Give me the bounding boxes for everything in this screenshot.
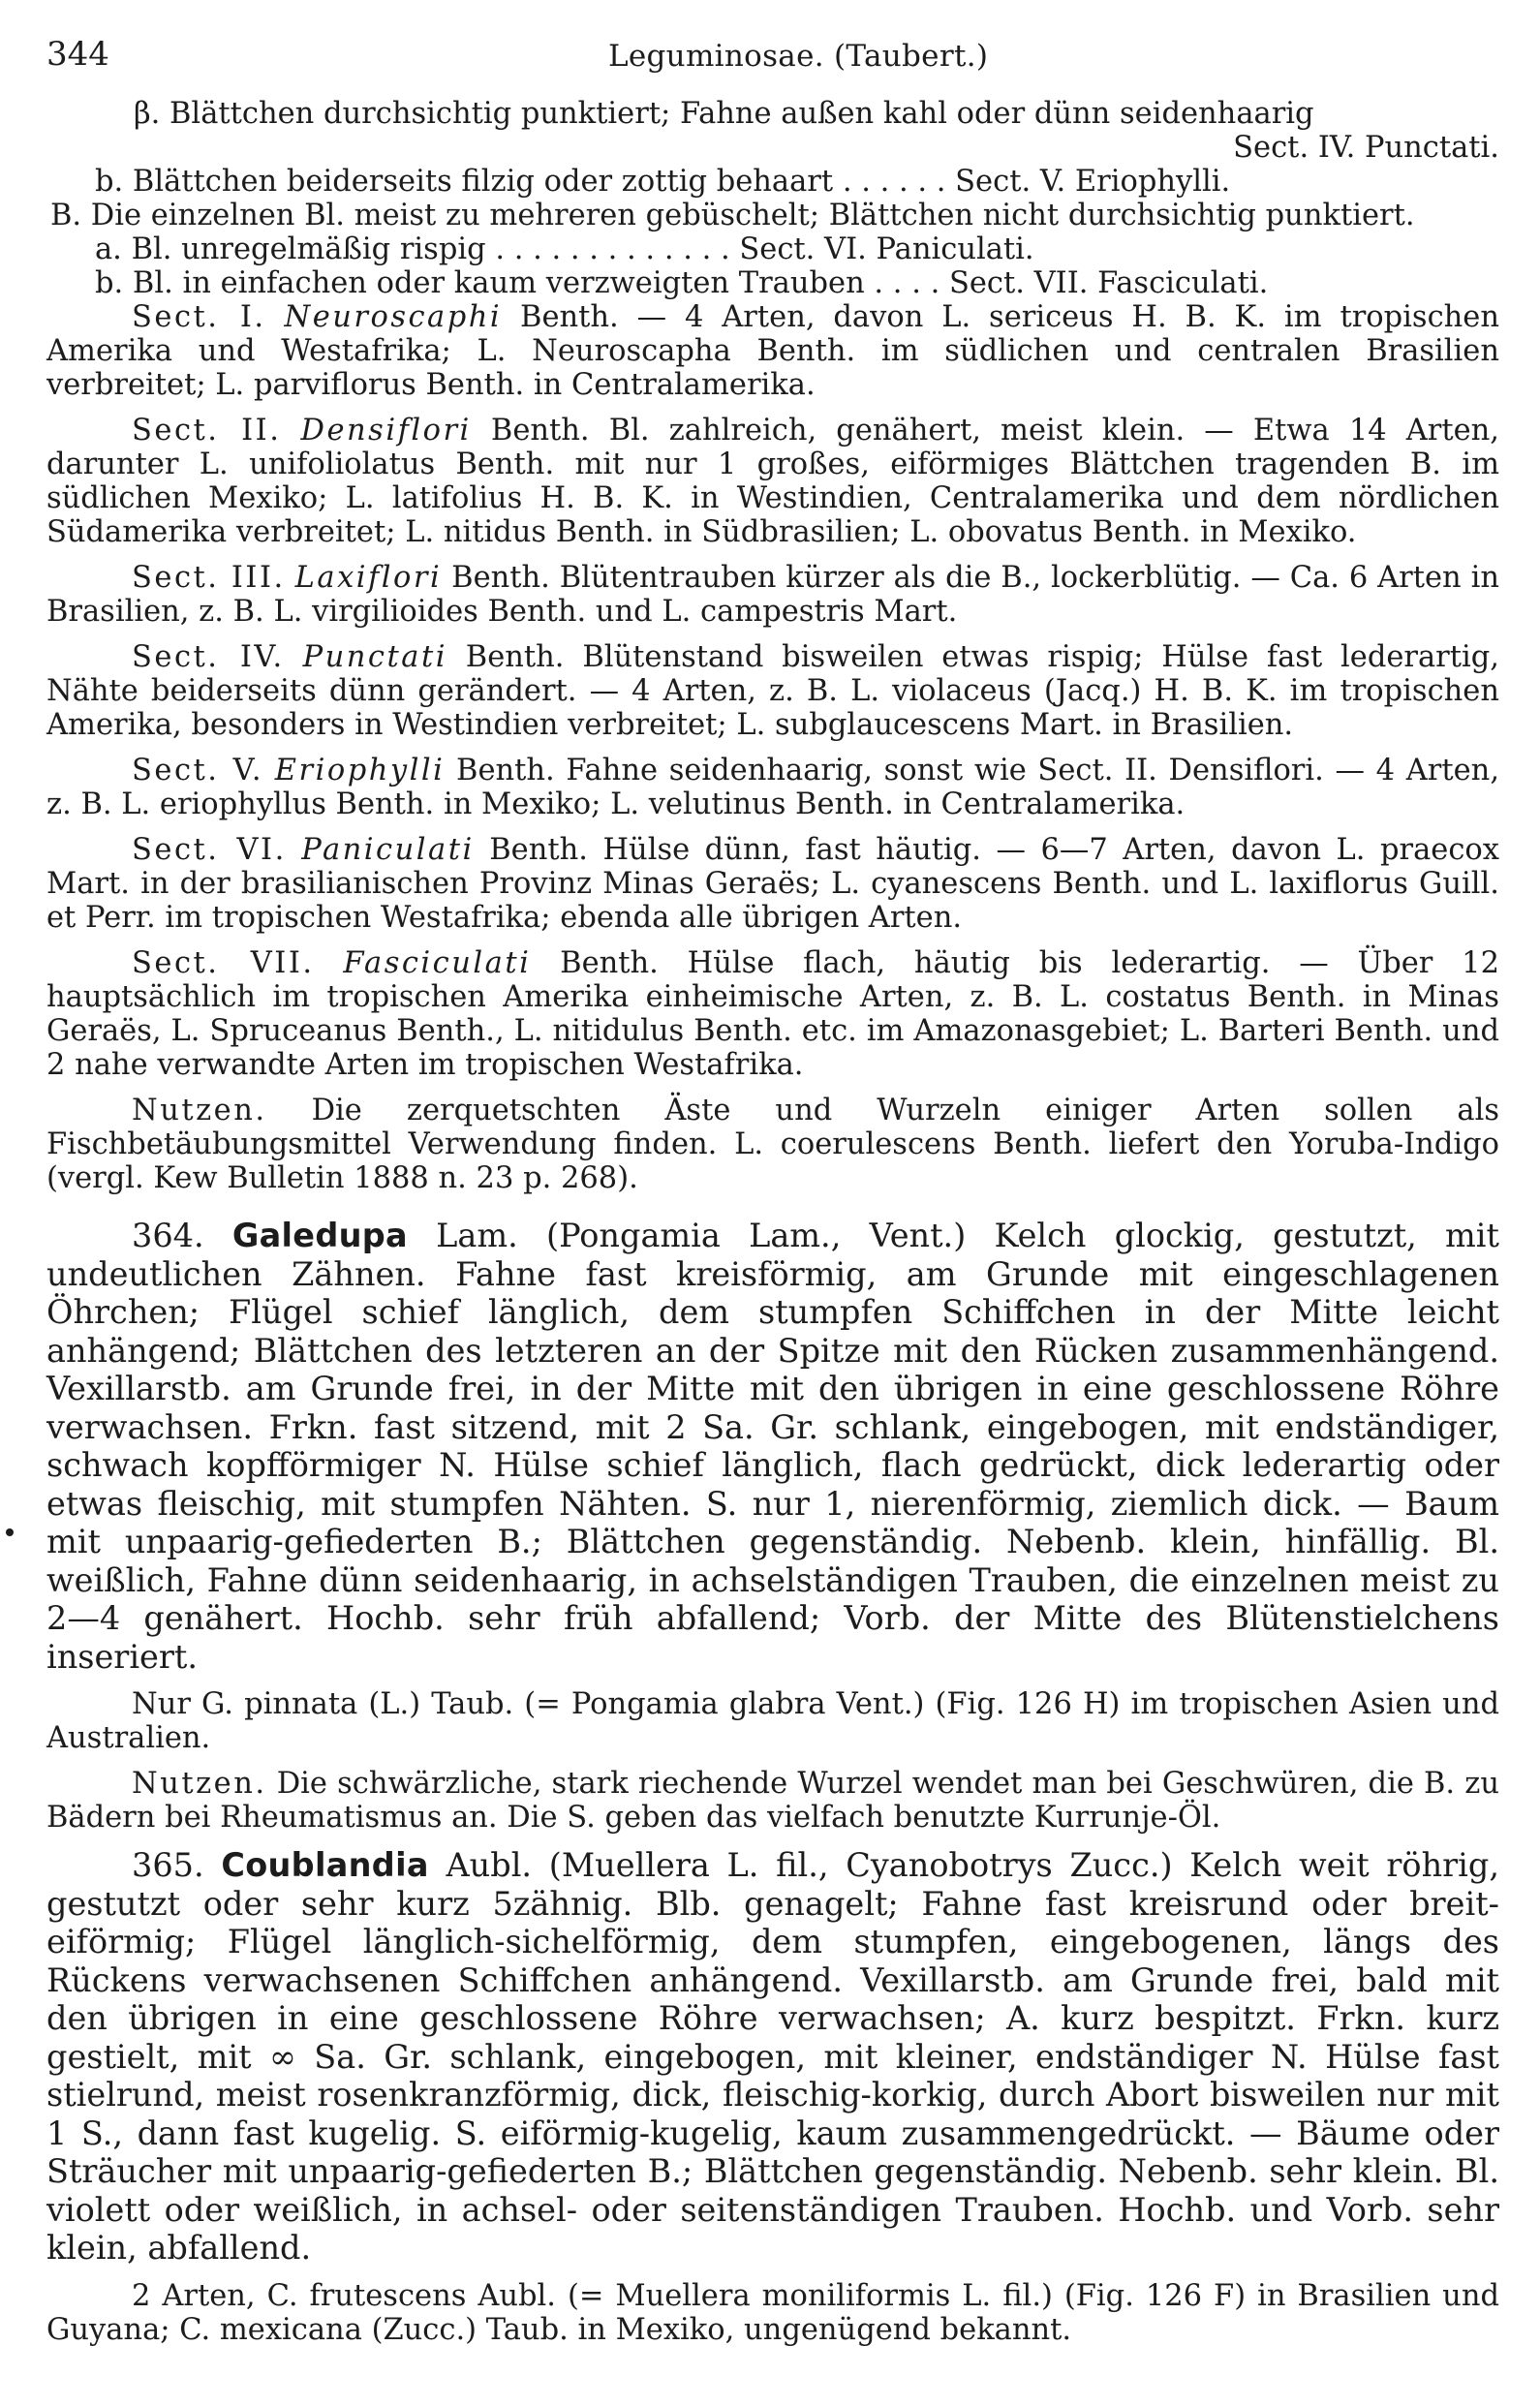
margin-dot-mark [6,1528,14,1536]
genus-365-description [46,1846,1499,2268]
nutzen-paragraph-1 [46,1094,1499,1195]
genus-number: 365. [132,1846,204,1884]
genus-364-notes [46,1687,1499,1835]
section-list [46,300,1499,1195]
section-name: Densiflori [300,414,472,447]
section-text: Benth. Fahne seidenhaarig, sonst wie Sect. II. Densiflori. — 4 Arten, z. B. L. eriophyllus Benth. in Mexiko; L. velutinus Benth. in Centralamerika. [46,754,1500,821]
nutzen-text: Die schwärzliche, stark riechende Wurzel wendet man bei Geschwüren, die B. zu Bädern bei Rheumatismus an. Die S. geben das vielfach benutzte Kurrunje-Öl. [46,1767,1499,1835]
identification-key [46,97,1499,300]
section-name: Neuroscaphi [284,300,503,334]
genus-number: 364. [132,1217,204,1254]
section-head: Sect. VI. [132,833,287,867]
genus-365-notes [46,2279,1499,2347]
genus-name: Coublandia [221,1846,429,1884]
key-beta-ref: Sect. IV. Punctati. [1233,131,1499,165]
section-text: Benth. Blütenstand bisweilen etwas rispig; Hülse fast lederartig, Nähte beiderseits dünn gerändert. — 4 Arten, z. B. L. violaceus (Jacq.) H. B. K. im tropischen Amerika, besonders in Westindien verbreitet; L. subglaucescens Mart. in Brasilien. [46,640,1499,742]
section-head: Sect. V. [132,754,264,787]
section-paragraph-6 [46,833,1499,935]
nutzen-head: Nutzen. [132,1767,267,1801]
key-line-b2: b. Bl. in einfachen oder kaum verzweigten Trauben . . . . Sect. VII. Fasciculati. [95,266,1269,300]
running-head: Leguminosae. (Taubert.) [608,39,989,74]
section-text: Benth. Hülse dünn, fast häutig. — 6—7 Arten, davon L. praecox Mart. in der brasilianischen Provinz Minas Geraës; L. cyanescens Benth. und L. laxiflorus Guill. et Perr. im tropischen Westafrika; ebenda alle übrigen Arten. [46,833,1499,935]
genus-364-nutzen [46,1767,1499,1835]
key-line-b1: b. Blättchen beiderseits filzig oder zottig behaart . . . . . . Sect. V. Eriophylli. [95,165,1231,199]
genus-name: Galedupa [231,1217,408,1254]
section-head: Sect. III. [132,561,286,595]
genus-365-block [46,1846,1499,2268]
genus-text: Aubl. (Muellera L. fil., Cyanobotrys Zucc.) Kelch weit röhrig, gestutzt oder sehr kurz 5zähnig. Blb. genagelt; Fahne fast kreisrund oder breit-eiförmig; Flügel länglich-sichelförmig, dem stumpfen, eingebogenen, längs des Rückens verwachsenen Schiffchen anhängend. Vexillarstb. am Grunde frei, bald mit den übrigen in eine geschlossene Röhre verwachsen; A. kurz bespitzt. Frkn. kurz gestielt, mit ∞ Sa. Gr. schlank, eingebogen, mit kleiner, endständiger N. Hülse fast stielrund, meist rosenkranzförmig, dick, fleischig-korkig, durch Abort bisweilen nur mit 1 S., dann fast kugelig. S. eiförmig-kugelig, kaum zusammengedrückt. — Bäume oder Sträucher mit unpaarig-gefiederten B.; Blättchen gegenständig. Nebenb. sehr klein. Bl. violett oder weißlich, in achsel- oder seitenständigen Trauben. Hochb. und Vorb. sehr klein, abfallend. [46,1846,1499,2267]
nutzen-head: Nutzen. [132,1094,267,1127]
section-head: Sect. VII. [132,946,315,980]
section-paragraph-7 [46,946,1499,1082]
section-paragraph-3 [46,561,1499,629]
genus-365-species: 2 Arten, C. frutescens Aubl. (= Muellera moniliformis L. fil.) (Fig. 126 F) in Brasilien und Guyana; C. mexicana (Zucc.) Taub. in Mexiko, ungenügend bekannt. [46,2278,1499,2347]
genus-364-species: Nur G. pinnata (L.) Taub. (= Pongamia glabra Vent.) (Fig. 126 H) im tropischen Asien und Australien. [46,1687,1499,1755]
section-head: Sect. II. [132,414,282,447]
section-text: Benth. Blütentrauben kürzer als die B., lockerblütig. — Ca. 6 Arten in Brasilien, z. B. L. virgilioides Benth. und L. campestris Mart. [46,561,1499,629]
key-line-B: B. Die einzelnen Bl. meist zu mehreren gebüschelt; Blättchen nicht durchsichtig punktiert. [50,199,1415,232]
key-line-beta: β. Blättchen durchsichtig punktiert; Fahne außen kahl oder dünn seidenhaarig Sect. IV. Punctati. [134,97,1499,165]
section-head: Sect. I. [132,300,266,334]
section-name: Laxiflori [294,561,443,595]
section-name: Eriophylli [274,754,446,787]
section-paragraph-2 [46,414,1499,549]
section-name: Fasciculati [343,946,532,980]
section-paragraph-5 [46,754,1499,821]
genus-364-description [46,1217,1499,1676]
section-head: Sect. IV. [132,640,285,674]
section-paragraph-4 [46,640,1499,742]
genus-text: Lam. (Pongamia Lam., Vent.) Kelch glockig, gestutzt, mit undeutlichen Zähnen. Fahne fast kreisförmig, am Grunde mit eingeschlagenen Öhrchen; Flügel schief länglich, dem stumpfen Schiffchen in der Mitte leicht anhängend; Blättchen des letzteren an der Spitze mit den Rücken zusammenhängend. Vexillarstb. am Grunde frei, in der Mitte mit den übrigen in eine geschlossene Röhre verwachsen. Frkn. fast sitzend, mit 2 Sa. Gr. schlank, eingebogen, mit endständiger, schwach kopfförmiger N. Hülse schief länglich, flach gedrückt, dick lederartig oder etwas fleischig, mit stumpfen Nähten. S. nur 1, nierenförmig, ziemlich dick. — Baum mit unpaarig-gefiederten B.; Blättchen gegenständig. Nebenb. klein, hinfällig. Bl. weißlich, Fahne dünn seidenhaarig, in achselständigen Trauben, die einzelnen meist zu 2—4 genähert. Hochb. sehr früh abfallend; Vorb. der Mitte des Blütenstielchens inseriert. [46,1217,1499,1676]
section-text: Benth. Hülse flach, häutig bis lederartig. — Über 12 hauptsächlich im tropischen Amerika einheimische Arten, z. B. L. costatus Benth. in Minas Geraës, L. Spruceanus Benth., L. nitidulus Benth. etc. im Amazonasgebiet; L. Barteri Benth. und 2 nahe verwandte Arten im tropischen Westafrika. [46,946,1499,1082]
page [46,29,1499,2347]
section-paragraph-1 [46,300,1499,402]
key-line-a: a. Bl. unregelmäßig rispig . . . . . . . . . . . . . Sect. VI. Paniculati. [95,232,1034,266]
page-number: 344 [46,35,109,74]
section-text: Benth. Bl. zahlreich, genähert, meist klein. — Etwa 14 Arten, darunter L. unifoliolatus Benth. mit nur 1 großes, eiförmiges Blättchen tragenden B. im südlichen Mexiko; L. latifolius H. B. K. in Westindien, Centralamerika und dem nördlichen Südamerika verbreitet; L. nitidus Benth. in Südbrasilien; L. obovatus Benth. in Mexiko. [46,414,1500,549]
section-name: Paniculati [301,833,475,867]
section-text: Benth. — 4 Arten, davon L. sericeus H. B. K. im tropischen Amerika und Westafrika; L. Neuroscapha Benth. im südlichen und centralen Brasilien verbreitet; L. parviflorus Benth. in Centralamerika. [46,300,1500,402]
nutzen-text: Die zerquetschten Äste und Wurzeln einiger Arten sollen als Fischbetäubungsmittel Verwendung finden. L. coerulescens Benth. liefert den Yoruba-Indigo (vergl. Kew Bulletin 1888 n. 23 p. 268). [46,1094,1499,1195]
genus-364-block [46,1217,1499,1676]
section-name: Punctati [302,640,447,674]
page-header [46,29,1499,97]
